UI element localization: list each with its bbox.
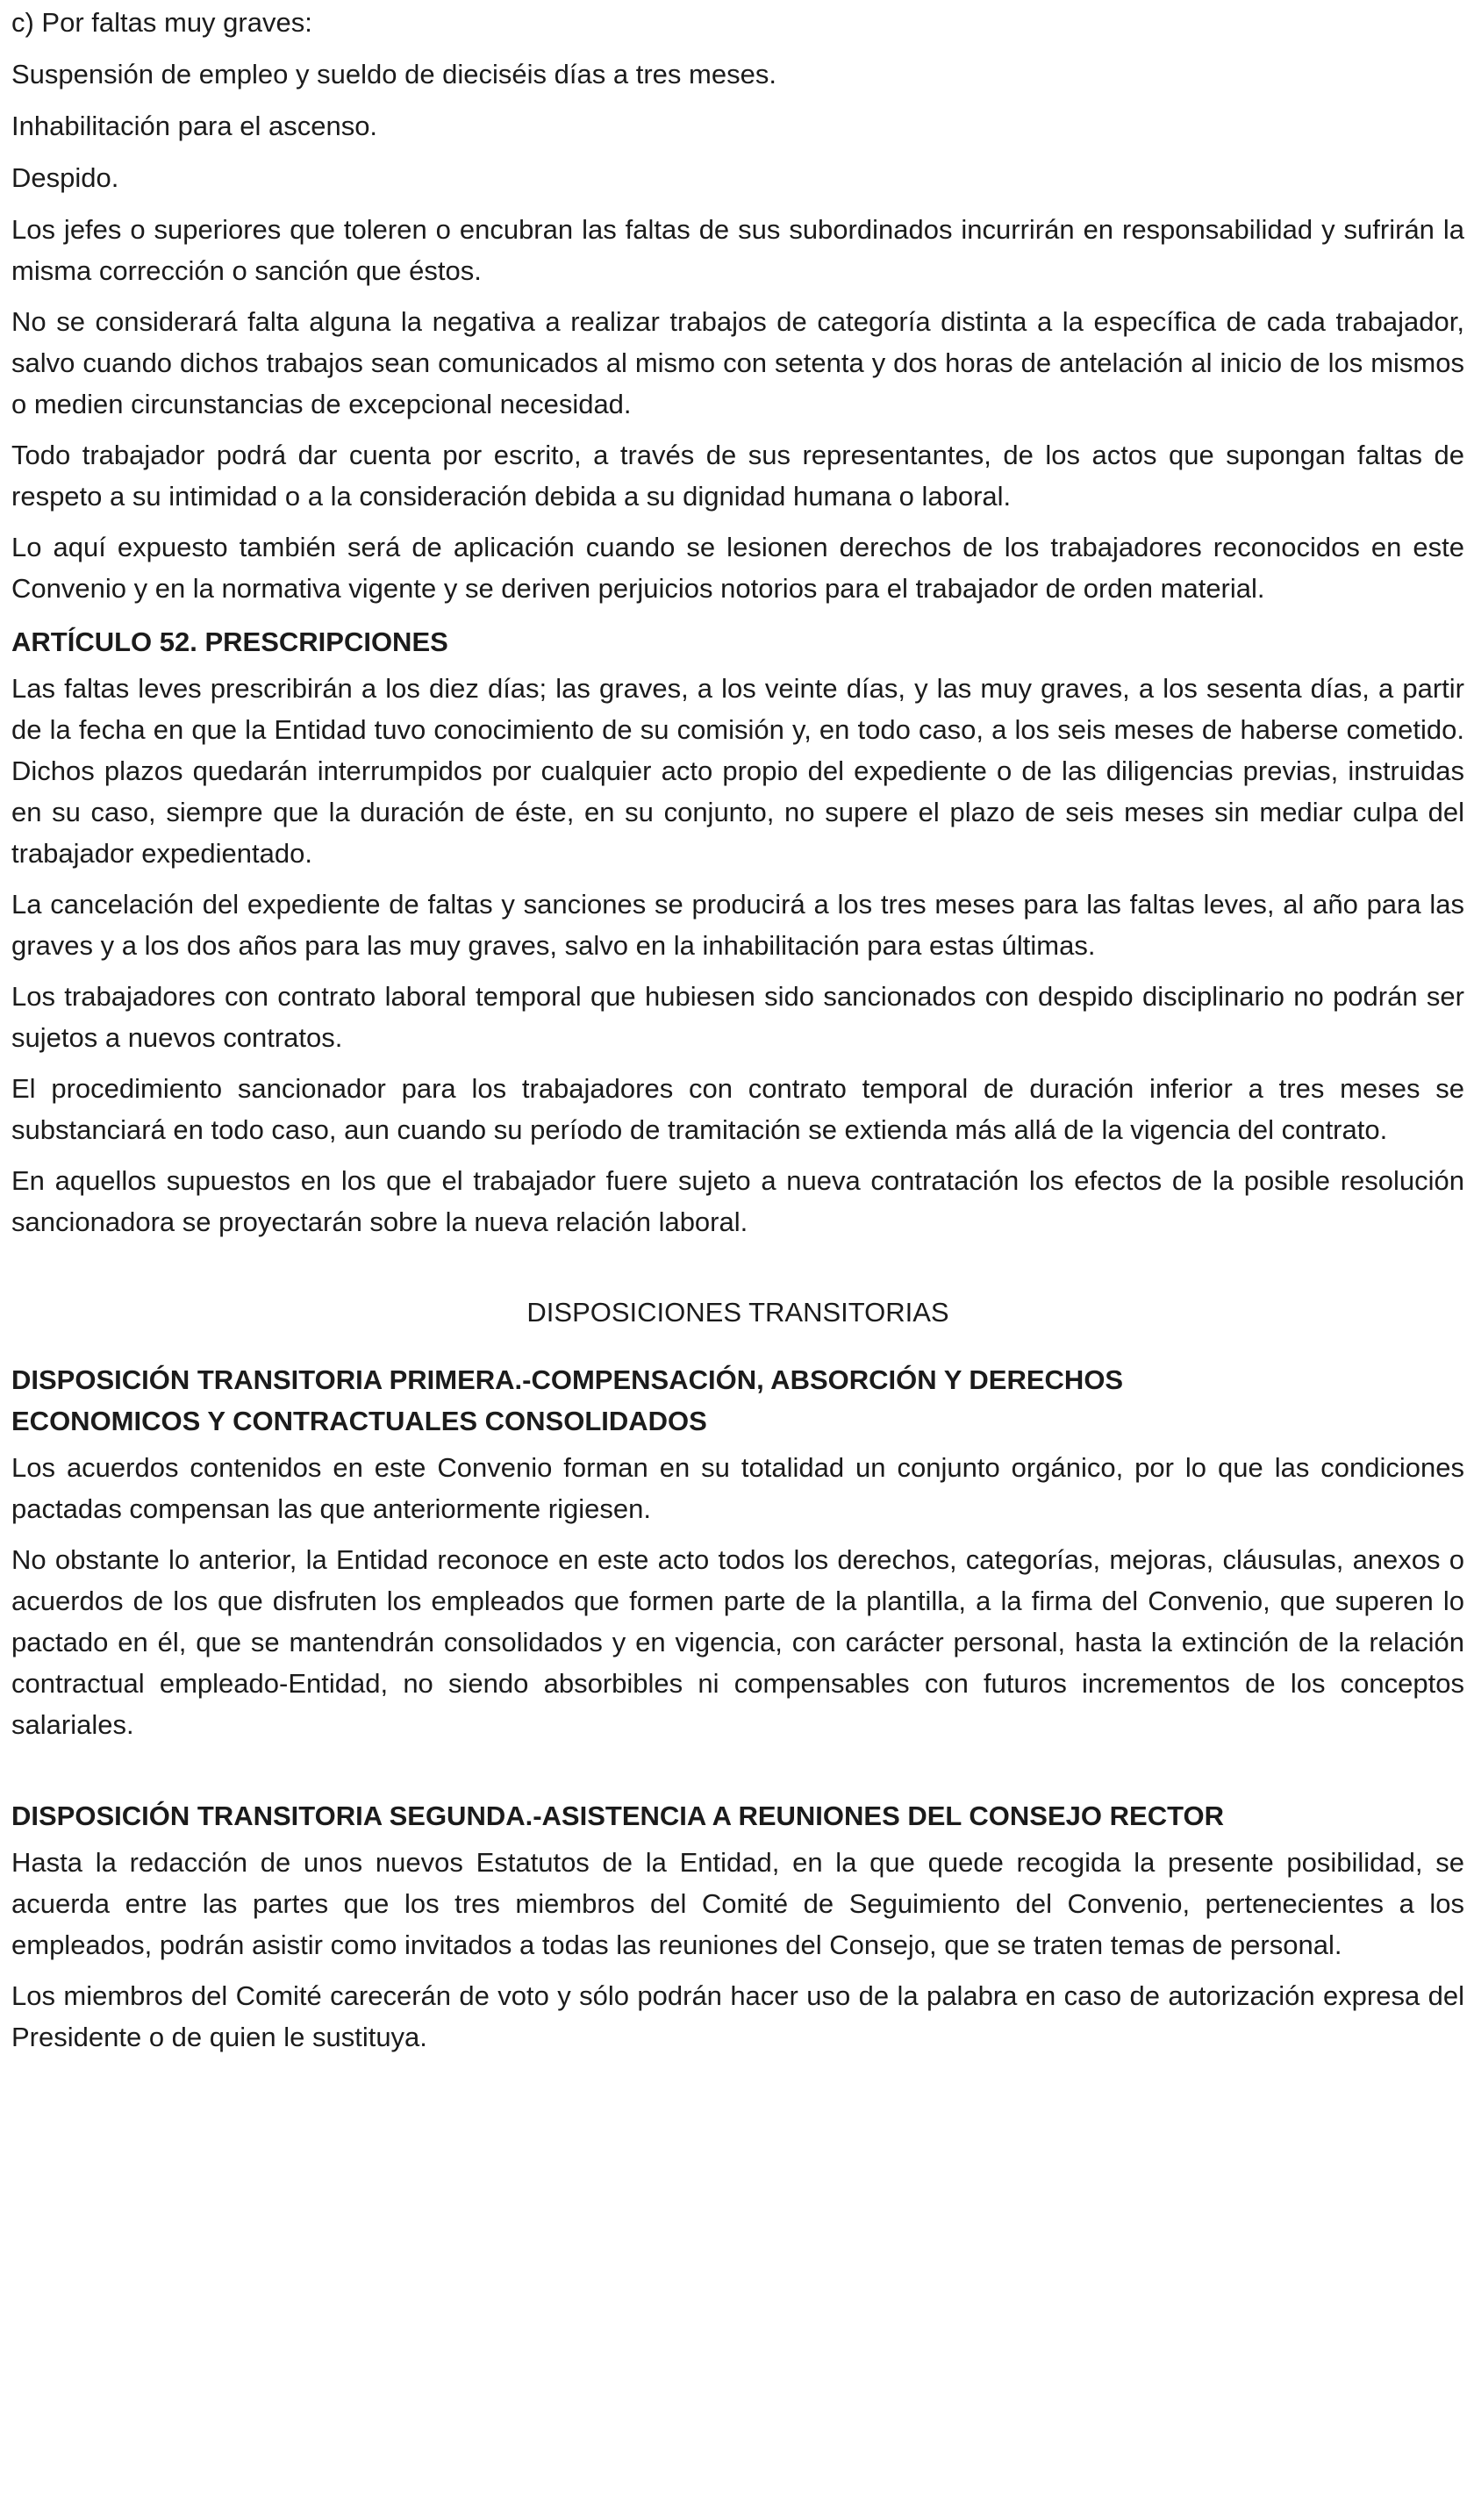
paragraph: Todo trabajador podrá dar cuenta por escrito, a través de sus representantes, de los actos que supongan faltas de respeto a su intimidad o a la consideración debida a su dignidad humana o laboral. — [11, 440, 1464, 512]
paragraph: La cancelación del expediente de faltas y sanciones se producirá a los tres meses para las faltas leves, al año para las graves y a los dos años para las muy graves, salvo en la inhabilitación para estas últimas. — [11, 889, 1464, 961]
transitional-first-title — [11, 1359, 1464, 1442]
document-body — [11, 2, 1464, 2067]
sanction-item: Suspensión de empleo y sueldo de dieciséis días a tres meses. — [11, 59, 776, 89]
article-52-title: ARTÍCULO 52. PRESCRIPCIONES — [11, 626, 448, 657]
paragraph: Los acuerdos contenidos en este Convenio forman en su totalidad un conjunto orgánico, por lo que las condiciones pactadas compensan las que anteriormente rigiesen. — [11, 1452, 1464, 1524]
paragraph: No obstante lo anterior, la Entidad reconoce en este acto todos los derechos, categorías, mejoras, cláusulas, anexos o acuerdos de los que disfruten los empleados que formen parte de la plantilla, a la firma del Convenio, que superen lo pactado en él, que se mantendrán consolidados y en vigencia, con carácter personal, hasta la extinción de la relación contractual empleado-Entidad, no siendo absorbibles ni compensables con futuros incrementos de los conceptos salariales. — [11, 1544, 1464, 1740]
title-line: DISPOSICIÓN TRANSITORIA PRIMERA.-COMPENSACIÓN, ABSORCIÓN Y DERECHOS — [11, 1364, 1124, 1395]
paragraph: En aquellos supuestos en los que el trabajador fuere sujeto a nueva contratación los efectos de la posible resolución sancionadora se proyectarán sobre la nueva relación laboral. — [11, 1165, 1464, 1237]
paragraph: Los trabajadores con contrato laboral temporal que hubiesen sido sancionados con despido disciplinario no podrán ser sujetos a nuevos contratos. — [11, 981, 1464, 1053]
paragraph: Los miembros del Comité carecerán de voto y sólo podrán hacer uso de la palabra en caso de autorización expresa del Presidente o de quien le sustituya. — [11, 1980, 1464, 2052]
sanction-item: Inhabilitación para el ascenso. — [11, 111, 378, 141]
sanction-heading-c: c) Por faltas muy graves: — [11, 7, 312, 38]
paragraph: El procedimiento sancionador para los trabajadores con contrato temporal de duración inferior a tres meses se substanciará en todo caso, aun cuando su período de tramitación se extienda más allá de la vigencia del contrato. — [11, 1073, 1464, 1145]
title-line: ECONOMICOS Y CONTRACTUALES CONSOLIDADOS — [11, 1406, 707, 1436]
paragraph: Hasta la redacción de unos nuevos Estatutos de la Entidad, en la que quede recogida la presente posibilidad, se acuerda entre las partes que los tres miembros del Comité de Seguimiento del Convenio, pertenecientes a los empleados, podrán asistir como invitados a todas las reuniones del Consejo, que se traten temas de personal. — [11, 1847, 1464, 1960]
paragraph: Los jefes o superiores que toleren o encubran las faltas de sus subordinados incurrirán en responsabilidad y sufrirán la misma corrección o sanción que éstos. — [11, 214, 1464, 286]
sanction-item: Despido. — [11, 162, 119, 193]
transitional-second-title: DISPOSICIÓN TRANSITORIA SEGUNDA.-ASISTENCIA A REUNIONES DEL CONSEJO RECTOR — [11, 1801, 1224, 1831]
paragraph: Las faltas leves prescribirán a los diez días; las graves, a los veinte días, y las muy graves, a los sesenta días, a partir de la fecha en que la Entidad tuvo conocimiento de su comisión y, en todo caso, a los seis meses de haberse cometido. Dichos plazos quedarán interrumpidos por cualquier acto propio del expediente o de las diligencias previas, instruidas en su caso, siempre que la duración de éste, en su conjunto, no supere el plazo de seis meses sin mediar culpa del trabajador expedientado. — [11, 673, 1464, 869]
spacer — [11, 1755, 1464, 1795]
section-title: DISPOSICIONES TRANSITORIAS — [526, 1297, 949, 1328]
paragraph: Lo aquí expuesto también será de aplicación cuando se lesionen derechos de los trabajadores reconocidos en este Convenio y en la normativa vigente y se deriven perjuicios notorios para el trabajador de orden material. — [11, 532, 1464, 604]
paragraph: No se considerará falta alguna la negativa a realizar trabajos de categoría distinta a la específica de cada trabajador, salvo cuando dichos trabajos sean comunicados al mismo con setenta y dos horas de antelación al inicio de los mismos o medien circunstancias de excepcional necesidad. — [11, 306, 1464, 419]
